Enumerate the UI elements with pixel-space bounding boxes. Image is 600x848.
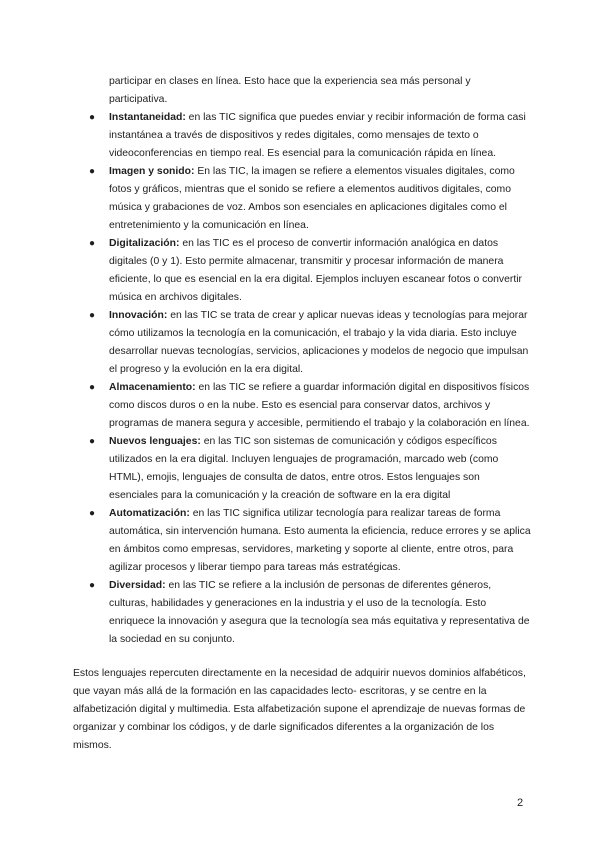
body-paragraph: Estos lenguajes repercuten directamente en la necesidad de adquirir nuevos dominios alfabéticos, que vayan más allá de la formación en las capacidades lecto- escritoras, y se centre en la alfabetización digital y multimedia. Esta alfabetización supone el aprendizaje de nuevas formas de organizar y combinar los códigos, y de darle significados diferentes a la organización de los mismos.: [73, 668, 526, 751]
list-item: [89, 577, 531, 649]
item-text: en las TIC se refiere a guardar información digital en dispositivos físicos como discos duros o en la nube. Esto es esencial para conservar datos, archivos y programas de manera segura y accesible, permitiendo el trabajo y la colaboración en línea.: [109, 382, 530, 429]
bullet-icon: ●: [89, 310, 96, 321]
list-item: [89, 433, 531, 505]
list-item: [89, 505, 531, 577]
list-item: [89, 379, 531, 433]
item-term: Imagen y sonido:: [109, 166, 195, 177]
bullet-icon: ●: [89, 112, 96, 123]
item-text: en las TIC se trata de crear y aplicar nuevas ideas y tecnologías para mejorar cómo utilizamos la tecnología en la comunicación, el trabajo y la vida diaria. Esto incluye desarrollar nuevas tecnologías, servicios, aplicaciones y modelos de negocio que impulsan el progreso y la evolución en la era digital.: [109, 310, 529, 375]
item-term: Diversidad:: [109, 580, 166, 591]
continuation-text: participar en clases en línea. Esto hace que la experiencia sea más personal y participativa.: [109, 76, 471, 105]
bullet-icon: ●: [89, 580, 96, 591]
tic-features-list: [89, 109, 531, 649]
item-term: Nuevos lenguajes:: [109, 436, 201, 447]
item-text: En las TIC, la imagen se refiere a elementos visuales digitales, como fotos y gráficos, mientras que el sonido se refiere a elementos auditivos digitales, como música y grabaciones de voz. Ambos son esenciales en aplicaciones digitales como el entretenimiento y la comunicación en línea.: [109, 166, 515, 231]
bullet-icon: ●: [89, 382, 96, 393]
item-term: Automatización:: [109, 508, 190, 519]
bullet-icon: ●: [89, 436, 96, 447]
item-term: Digitalización:: [109, 238, 180, 249]
list-item: [89, 307, 531, 379]
item-text: en las TIC significa utilizar tecnología para realizar tareas de forma automática, sin intervención humana. Esto aumenta la eficiencia, reduce errores y se aplica en ámbitos como empresas, servidores, marketing y soporte al cliente, entre otros, para agilizar procesos y liberar tiempo para tareas más estratégicas.: [109, 508, 531, 573]
bullet-icon: ●: [89, 166, 96, 177]
item-text: en las TIC significa que puedes enviar y recibir información de forma casi instantánea a través de dispositivos y redes digitales, como mensajes de texto o videoconferencias en tiempo real. Es esencial para la comunicación rápida en línea.: [109, 112, 526, 159]
item-text: en las TIC son sistemas de comunicación y códigos específicos utilizados en la era digital. Incluyen lenguajes de programación, marcado web (como HTML), emojis, lenguajes de consulta de datos, entre otros. Estos lenguajes son esenciales para la comunicación y la creación de software en la era digital: [109, 436, 499, 501]
list-item: [89, 163, 531, 235]
bullet-icon: ●: [89, 508, 96, 519]
item-term: Almacenamiento:: [109, 382, 196, 393]
page-number: 2: [517, 797, 524, 809]
list-item: [89, 235, 531, 307]
item-text: en las TIC es el proceso de convertir información analógica en datos digitales (0 y 1). Esto permite almacenar, transmitir y procesar información de manera eficiente, lo que es esencial en la era digital. Ejemplos incluyen escanear fotos o convertir música en archivos digitales.: [109, 238, 522, 303]
item-term: Instantaneidad:: [109, 112, 186, 123]
item-term: Innovación:: [109, 310, 168, 321]
bullet-icon: ●: [89, 238, 96, 249]
item-text: en las TIC se refiere a la inclusión de personas de diferentes géneros, culturas, habilidades y generaciones en la industria y el uso de la tecnología. Esto enriquece la innovación y asegura que la tecnología sea más equitativa y representativa de la sociedad en su conjunto.: [109, 580, 530, 645]
list-item: [89, 109, 531, 163]
